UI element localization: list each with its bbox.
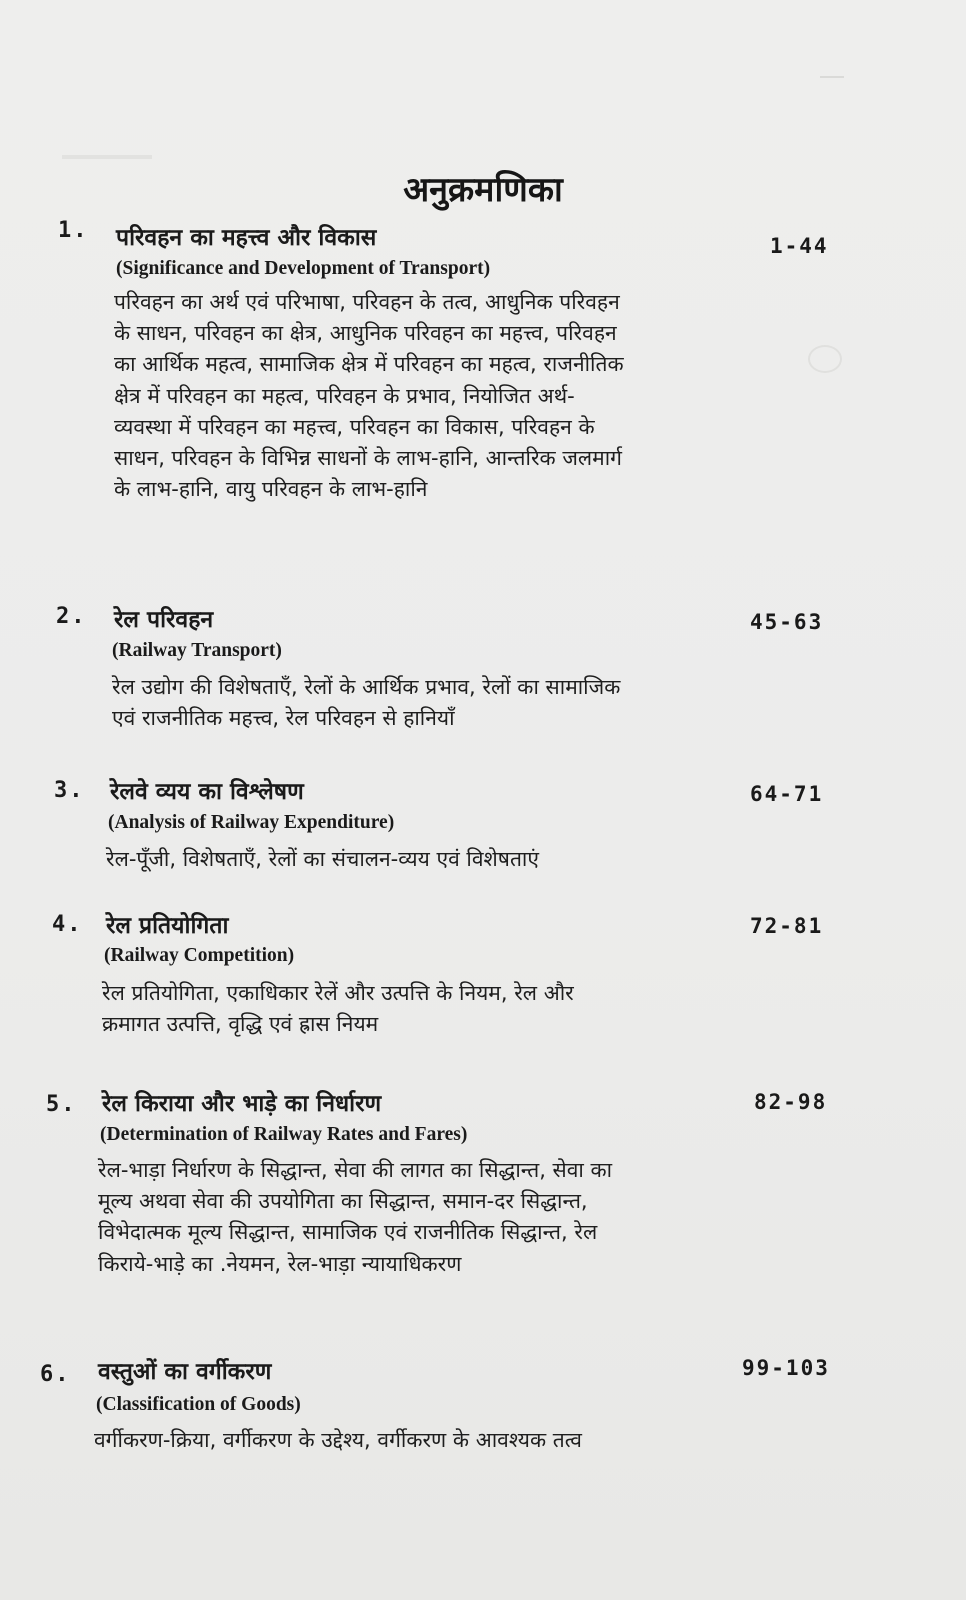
description-line: के साधन, परिवहन का क्षेत्र, आधुनिक परिवहन का महत्त्व, परिवहन bbox=[114, 321, 617, 346]
entry-number: 3. bbox=[54, 778, 85, 803]
entry-title-hindi: रेलवे व्यय का विश्लेषण bbox=[110, 779, 304, 805]
entry-number: 2. bbox=[56, 604, 87, 629]
entry-number: 4. bbox=[52, 912, 83, 937]
description-line: किराये-भाड़े का .नेयमन, रेल-भाड़ा न्यायाधिकरण bbox=[98, 1251, 462, 1276]
description-line: के लाभ-हानि, वायु परिवहन के लाभ-हानि bbox=[114, 477, 428, 502]
description-line: क्षेत्र में परिवहन का महत्व, परिवहन के प्रभाव, नियोजित अर्थ- bbox=[114, 383, 575, 408]
description-line: क्रमागत उत्पत्ति, वृद्धि एवं ह्रास नियम bbox=[102, 1012, 379, 1037]
entry-page-range: 82-98 bbox=[754, 1090, 828, 1114]
description-line: साधन, परिवहन के विभिन्न साधनों के लाभ-हानि, आन्तरिक जलमार्ग bbox=[114, 446, 622, 471]
entry-title-english: (Analysis of Railway Expenditure) bbox=[108, 812, 395, 833]
entry-title-hindi: रेल किराया और भाड़े का निर्धारण bbox=[102, 1091, 382, 1117]
entry-title-english: (Railway Transport) bbox=[112, 640, 282, 661]
description-line: एवं राजनीतिक महत्त्व, रेल परिवहन से हानियाँ bbox=[112, 706, 455, 731]
bleed-through-mark bbox=[820, 62, 844, 78]
entry-number: 6. bbox=[40, 1362, 71, 1387]
entry-title-english: (Railway Competition) bbox=[104, 945, 295, 966]
entry-title-english: (Significance and Development of Transport) bbox=[116, 258, 491, 279]
entry-page-range: 99-103 bbox=[742, 1356, 830, 1380]
page-title: अनुक्रमणिका bbox=[403, 169, 563, 210]
entry-number: 5. bbox=[46, 1092, 77, 1117]
description-line: वर्गीकरण-क्रिया, वर्गीकरण के उद्देश्य, वर्गीकरण के आवश्यक तत्व bbox=[94, 1428, 582, 1452]
entry-number: 1. bbox=[58, 218, 89, 243]
entry-page-range: 72-81 bbox=[750, 914, 824, 938]
entry-title-hindi: परिवहन का महत्त्व और विकास bbox=[116, 225, 377, 251]
description-line: रेल-पूँजी, विशेषताएँ, रेलों का संचालन-व्यय एवं विशेषताएं bbox=[106, 847, 539, 871]
bleed-through-mark bbox=[808, 345, 842, 373]
entry-description bbox=[98, 1155, 738, 1280]
entry-page-range: 64-71 bbox=[750, 782, 824, 806]
entry-description bbox=[114, 287, 754, 505]
entry-description bbox=[106, 844, 746, 875]
description-line: मूल्य अथवा सेवा की उपयोगिता का सिद्धान्त, समान-दर सिद्धान्त, bbox=[98, 1189, 588, 1214]
description-line: रेल उद्योग की विशेषताएँ, रेलों के आर्थिक प्रभाव, रेलों का सामाजिक bbox=[112, 675, 621, 699]
entry-page-range: 1-44 bbox=[770, 234, 829, 258]
entry-title-hindi: वस्तुओं का वर्गीकरण bbox=[98, 1359, 272, 1385]
description-line: रेल-भाड़ा निर्धारण के सिद्धान्त, सेवा की लागत का सिद्धान्त, सेवा का bbox=[98, 1158, 613, 1182]
description-line: व्यवस्था में परिवहन का महत्त्व, परिवहन का विकास, परिवहन के bbox=[114, 414, 595, 439]
description-line: रेल प्रतियोगिता, एकाधिकार रेलें और उत्पत्ति के नियम, रेल और bbox=[102, 981, 574, 1005]
entry-title-hindi: रेल परिवहन bbox=[114, 607, 214, 633]
description-line: परिवहन का अर्थ एवं परिभाषा, परिवहन के तत्व, आधुनिक परिवहन bbox=[114, 290, 620, 314]
entry-title-english: (Classification of Goods) bbox=[96, 1394, 301, 1415]
bleed-through-mark bbox=[62, 155, 152, 159]
entry-title-hindi: रेल प्रतियोगिता bbox=[106, 913, 229, 939]
description-line: विभेदात्मक मूल्य सिद्धान्त, सामाजिक एवं राजनीतिक सिद्धान्त, रेल bbox=[98, 1220, 598, 1245]
entry-description bbox=[102, 978, 742, 1040]
entry-description bbox=[94, 1425, 734, 1456]
entry-description bbox=[112, 672, 752, 734]
entry-title-english: (Determination of Railway Rates and Fares) bbox=[100, 1124, 468, 1145]
description-line: का आर्थिक महत्व, सामाजिक क्षेत्र में परिवहन का महत्व, राजनीतिक bbox=[114, 352, 624, 377]
entry-page-range: 45-63 bbox=[750, 610, 824, 634]
